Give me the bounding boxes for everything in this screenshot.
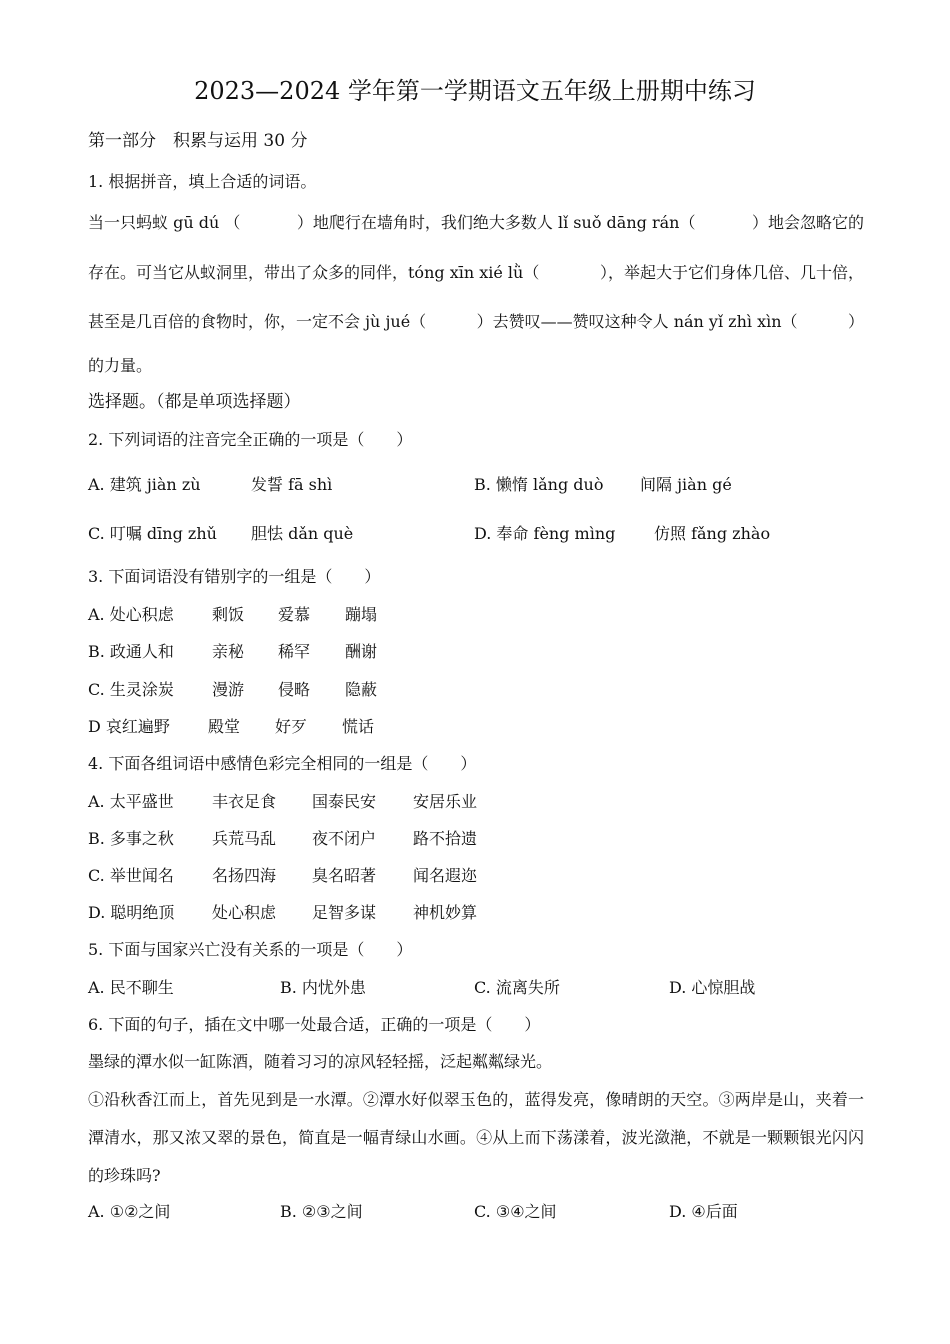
q4-option-d-word: 足智多谋 [312,903,377,922]
q3-option-a-word: 剩饭 [212,605,245,624]
q1-line-4: 的力量。 [88,356,153,375]
q6-option-c: C. ③④之间 [474,1202,557,1221]
q4-option-d-word: 神机妙算 [413,903,478,922]
q1-text: 甚至是几百倍的食物时，你，一定不会 jù jué（ [88,312,427,331]
q3-option-b-word: 酬谢 [345,642,378,661]
q2-option-a-word2: 发誓 fā shì [251,475,333,494]
q2-option-d-word2: 仿照 fǎng zhào [654,524,771,543]
q6-stem: 6. 下面的句子，插在文中哪一处最合适，正确的一项是（ ） [88,1015,541,1034]
q4-option-a-word: 国泰民安 [312,792,377,811]
q2-stem: 2. 下列词语的注音完全正确的一项是（ ） [88,430,413,449]
q4-option-c-word: 臭名昭著 [312,866,377,885]
q2-option-a: A. 建筑 jiàn zù [88,475,201,494]
q5-option-c: C. 流离失所 [474,978,560,997]
q5-option-d: D. 心惊胆战 [669,978,756,997]
q1-text: ）地爬行在墙角时，我们绝大多数人 lǐ suǒ dāng rán（ [296,213,696,232]
q4-option-b-word: 路不拾遗 [413,829,478,848]
q6-passage: ①沿秋香江而上，首先见到是一水潭。②潭水好似翠玉色的，蓝得发亮，像晴朗的天空。③两岸是山，夹着一潭清水，那又浓又翠的景色，简直是一幅青绿山水画。④从上而下荡漾着，波光潋滟，不就是一颗颗银光闪闪的珍珠吗? [88,1090,864,1185]
choice-heading: 选择题。（都是单项选择题） [88,392,301,412]
q5-option-a: A. 民不聊生 [88,978,174,997]
q3-option-c-word: 侵略 [278,680,311,699]
q2-option-b: B. 懒惰 lǎng duò [474,475,604,494]
q1-stem: 1. 根据拼音，填上合适的词语。 [88,172,317,191]
q1-text: ），举起大于它们身体几倍、几十倍， [599,263,864,282]
q4-option-c: C. 举世闻名 [88,866,174,885]
q3-option-c-word: 隐蔽 [345,680,378,699]
q3-option-b: B. 政通人和 [88,642,174,661]
q4-option-b: B. 多事之秋 [88,829,174,848]
q6-option-a: A. ①②之间 [88,1202,171,1221]
q6-sentence: 墨绿的潭水似一缸陈酒，随着习习的凉风轻轻摇，泛起粼粼绿光。 [88,1052,553,1071]
q2-option-c-word2: 胆怯 dǎn què [251,524,354,543]
q3-option-d-word: 慌话 [342,717,375,736]
q1-text: ） [847,312,864,331]
q5-stem: 5. 下面与国家兴亡没有关系的一项是（ ） [88,940,413,959]
q3-option-b-word: 亲秘 [212,642,245,661]
q4-option-c-word: 闻名遐迩 [413,866,478,885]
q1-text: ）地会忽略它的 [751,213,864,232]
q1-line-1 [88,213,864,233]
q4-option-d: D. 聪明绝顶 [88,903,175,922]
q3-option-d: D 哀红遍野 [88,717,170,736]
q4-option-b-word: 夜不闭户 [312,829,377,848]
q1-line-3 [88,312,864,332]
q3-option-a-word: 爱慕 [278,605,311,624]
q4-option-b-word: 兵荒马乱 [212,829,277,848]
q5-option-b: B. 内忧外患 [280,978,366,997]
q3-stem: 3. 下面词语没有错别字的一组是（ ） [88,567,381,586]
q2-option-d: D. 奉命 fèng mìng [474,524,616,543]
q4-option-a-word: 安居乐业 [413,792,478,811]
q3-option-c-word: 漫游 [212,680,245,699]
q4-stem: 4. 下面各组词语中感情色彩完全相同的一组是（ ） [88,754,477,773]
q1-text: 当一只蚂蚁 gū dú （ [88,213,241,232]
q2-option-c: C. 叮嘱 dīng zhǔ [88,524,217,543]
q3-option-d-word: 殿堂 [208,717,241,736]
q4-option-a: A. 太平盛世 [88,792,174,811]
q3-option-b-word: 稀罕 [278,642,311,661]
q3-option-a: A. 处心积虑 [88,605,174,624]
q4-option-c-word: 名扬四海 [212,866,277,885]
q6-option-b: B. ②③之间 [280,1202,363,1221]
q3-option-c: C. 生灵涂炭 [88,680,174,699]
q1-text: ）去赞叹——赞叹这种令人 nán yǐ zhì xìn（ [476,312,798,331]
q4-option-a-word: 丰衣足食 [212,792,277,811]
q3-option-d-word: 好歹 [275,717,308,736]
q1-line-2 [88,263,864,283]
page-title: 2023—2024 学年第一学期语文五年级上册期中练习 [194,77,756,105]
q2-option-b-word2: 间隔 jiàn gé [640,475,732,494]
q4-option-d-word: 处心积虑 [212,903,277,922]
section-heading: 第一部分 积累与运用 30 分 [88,131,308,151]
q6-option-d: D. ④后面 [669,1202,738,1221]
q1-text: 存在。可当它从蚁洞里，带出了众多的同伴，tóng xīn xié lǜ（ [88,263,540,282]
q3-option-a-word: 蹦塌 [345,605,378,624]
